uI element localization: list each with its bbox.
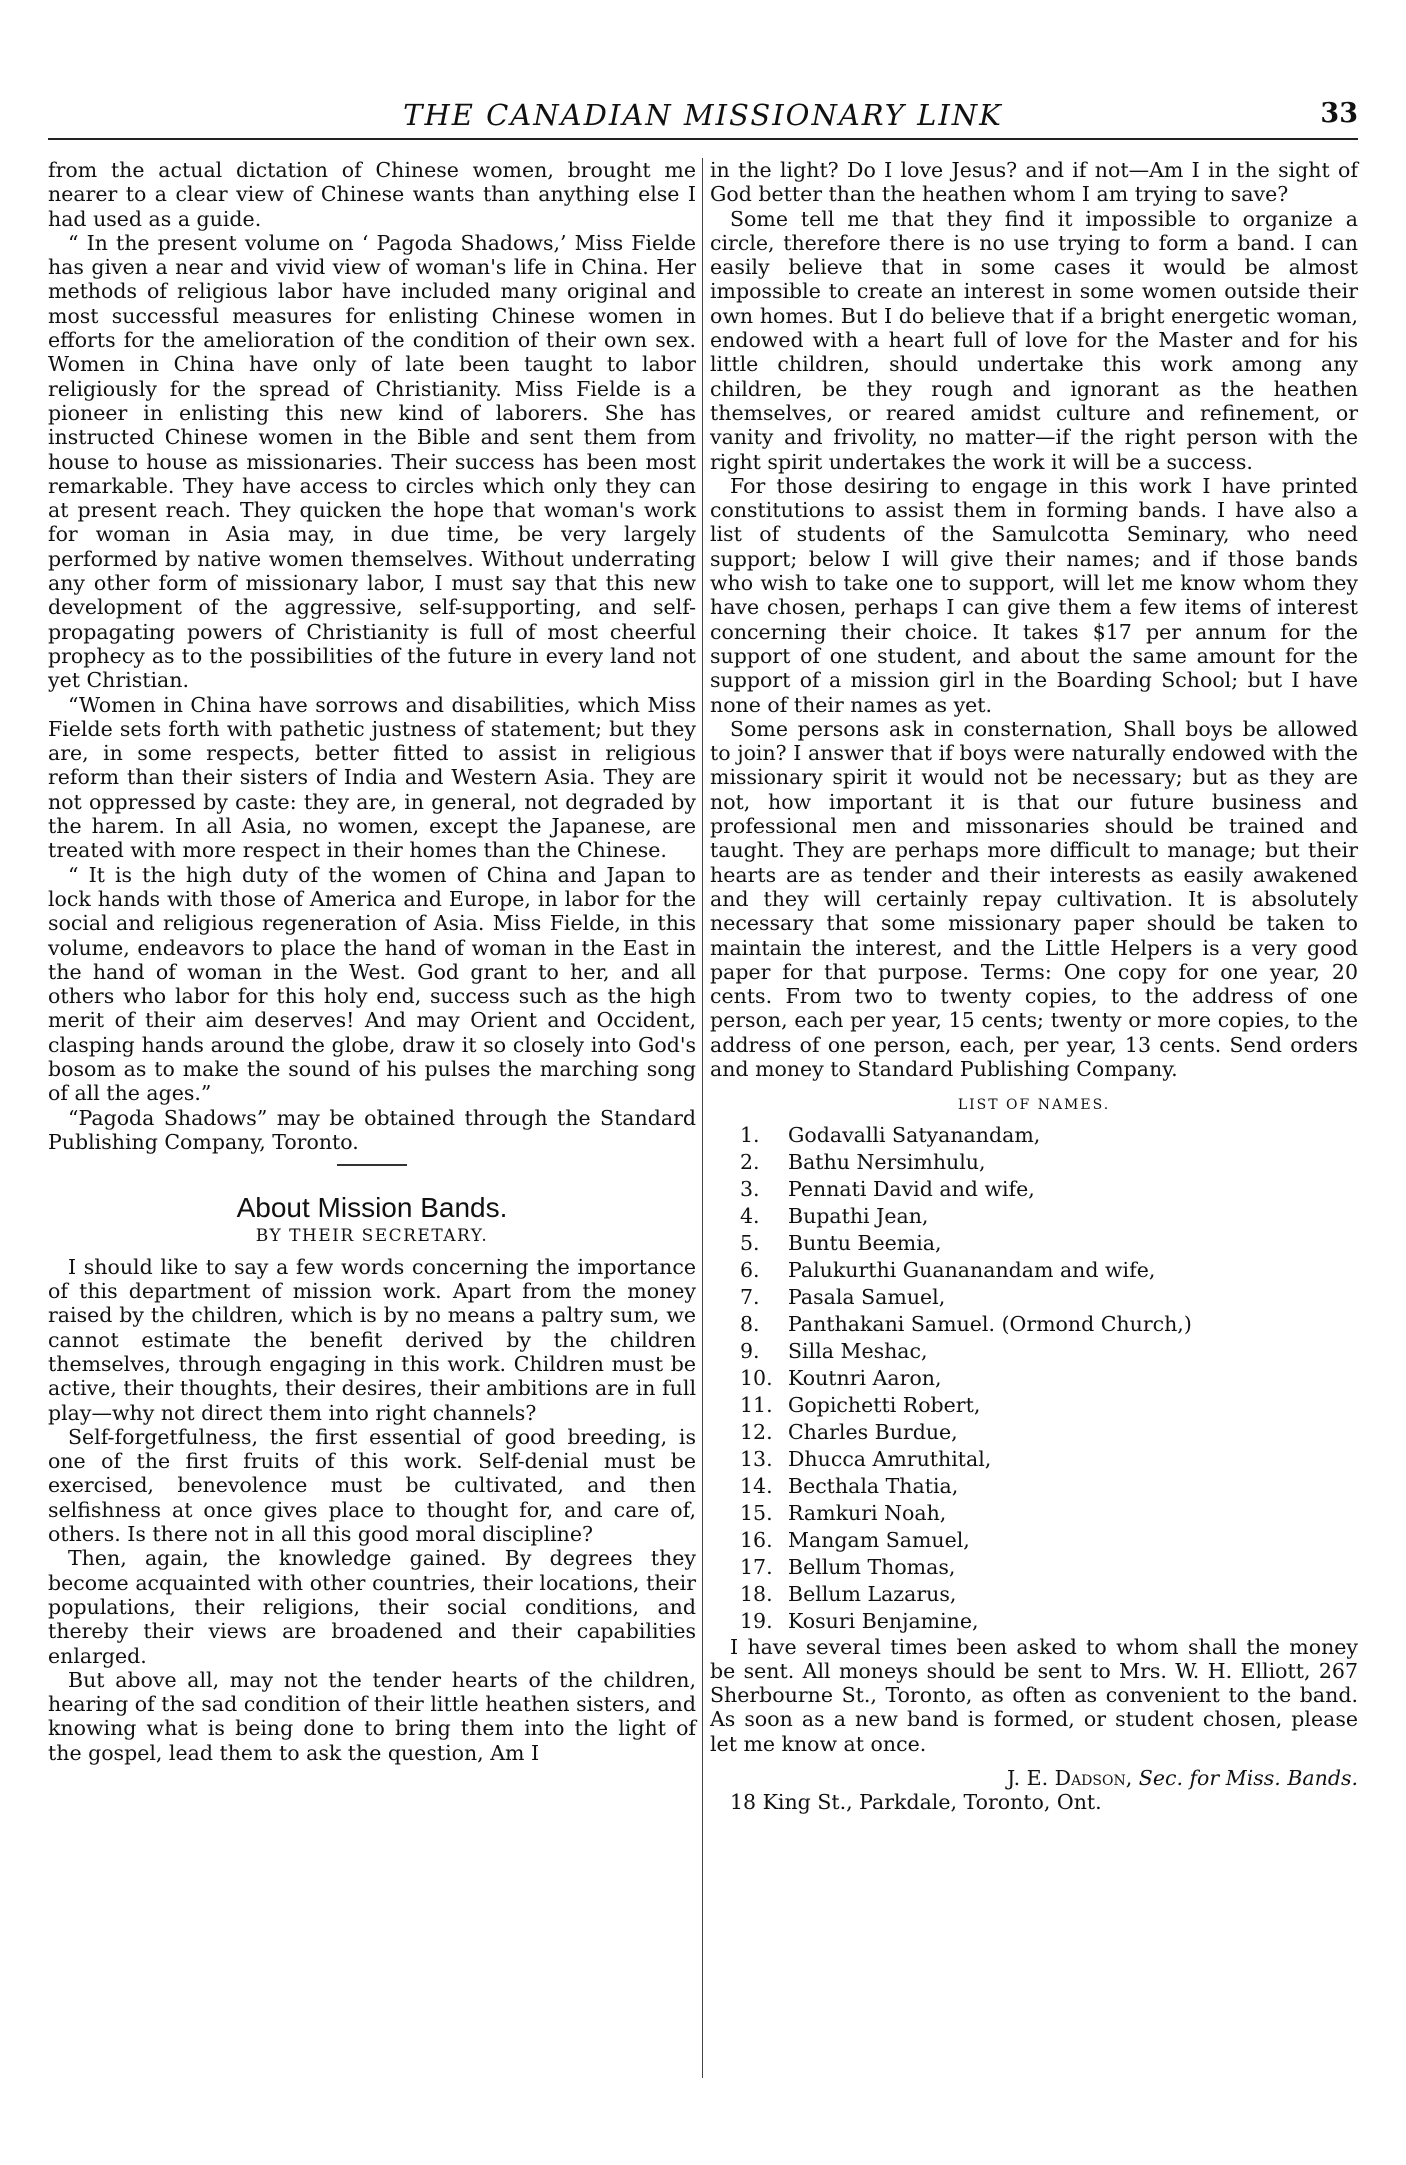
article-paragraph: “Pagoda Shadows” may be obtained through the Standard Publishing Company, Toronto. xyxy=(48,1105,696,1154)
list-item xyxy=(740,1608,1358,1635)
list-item-name: Pennati David and wife, xyxy=(788,1176,1035,1201)
list-item-number: 18. xyxy=(740,1581,773,1606)
list-item-name: Kosuri Benjamine, xyxy=(788,1608,979,1633)
page-number: 33 xyxy=(1320,98,1358,129)
list-item-name: Charles Burdue, xyxy=(788,1419,958,1444)
list-item-name: Bupathi Jean, xyxy=(788,1203,929,1228)
list-item-name: Buntu Beemia, xyxy=(788,1230,942,1255)
list-item-name: Ramkuri Noah, xyxy=(788,1500,947,1525)
list-item-number: 13. xyxy=(740,1446,773,1471)
article-paragraph: Some persons ask in consternation, Shall boys be allowed to join? I answer that if boys were naturally endowed with the missionary spirit it would not be necessary; but as they are not, how important it is that our future business and professional men and missonaries should be trained and taught. They are perhaps more difficult to manage; but their hearts are as tender and their interests as easily awakened and they will certainly repay cultivation. It is absolutely necessary that some missionary paper should be taken to maintain the interest, and the Little Helpers is a very good paper for that purpose. Terms: One copy for one year, 20 cents. From two to twenty copies, to the address of one person, each per year, 15 cents; twenty or more copies, to the address of one person, each, per year, 13 cents. Send orders and money to Standard Publishing Company. xyxy=(710,716,1358,1081)
article-paragraph: “ It is the high duty of the women of China and Japan to lock hands with those of America and Europe, in labor for the social and religious regeneration of Asia. Miss Fielde, in this volume, endeavors to place the hand of woman in the East in the hand of woman in the West. God grant to her, and all others who labor for this holy end, success such as the high merit of their aim deserves! And may Orient and Occident, clasping hands around the globe, draw it so closely into God's bosom as to make the sound of his pulses the marching song of all the ages.” xyxy=(48,862,696,1106)
list-item xyxy=(740,1149,1358,1176)
section-separator xyxy=(337,1164,407,1166)
list-item-name: Bathu Nersimhulu, xyxy=(788,1149,986,1174)
section-byline: BY THEIR SECRETARY. xyxy=(255,1226,489,1247)
list-item-number: 14. xyxy=(740,1473,773,1498)
list-item-number: 2. xyxy=(740,1149,760,1174)
list-item-number: 16. xyxy=(740,1527,773,1552)
right-column xyxy=(710,158,1358,1815)
list-item xyxy=(740,1392,1358,1419)
article-paragraph: But above all, may not the tender hearts of the children, hearing of the sad condition of their little heathen sisters, and knowing what is being done to bring them into the light of the gospel, lead them to ask the question, Am I xyxy=(48,1667,696,1765)
list-item-number: 9. xyxy=(740,1338,760,1363)
section-title: About Mission Bands. xyxy=(236,1192,508,1224)
list-item-number: 8. xyxy=(740,1311,760,1336)
page-header xyxy=(48,98,1358,138)
list-item-name: Godavalli Satyanandam, xyxy=(788,1122,1041,1147)
article-paragraph: Some tell me that they find it impossible to organize a circle, therefore there is no use trying to form a band. I can easily believe that in some cases it would be almost impossible to create an interest in some women outside their own homes. But I do believe that if a bright energetic woman, endowed with a heart full of love for the Master and for his little children, should undertake this work among any children, be they rough and ignorant as the heathen themselves, or reared amidst culture and refinement, or vanity and frivolity, no matter—if the right person with the right spirit undertakes the work it will be a success. xyxy=(710,206,1358,474)
list-item xyxy=(740,1230,1358,1257)
list-item xyxy=(740,1311,1358,1338)
list-item-name: Gopichetti Robert, xyxy=(788,1392,981,1417)
list-item xyxy=(740,1446,1358,1473)
list-heading: LIST OF NAMES. xyxy=(957,1097,1111,1114)
list-item-number: 17. xyxy=(740,1554,773,1579)
signature-address: 18 King St., Parkdale, Toronto, Ont. xyxy=(730,1790,1102,1815)
list-item-number: 15. xyxy=(740,1500,773,1525)
list-item-number: 10. xyxy=(740,1365,773,1390)
list-item xyxy=(740,1365,1358,1392)
article-paragraph: Then, again, the knowledge gained. By degrees they become acquainted with other countries, their locations, their populations, their religions, their social conditions, and thereby their views are broadened and their capabilities enlarged. xyxy=(48,1546,696,1668)
list-item-name: Panthakani Samuel. (Ormond Church,) xyxy=(788,1311,1192,1336)
article-paragraph: from the actual dictation of Chinese women, brought me nearer to a clear view of Chinese wants than anything else I had used as a guide. xyxy=(48,158,696,231)
list-item xyxy=(740,1257,1358,1284)
list-item-number: 19. xyxy=(740,1608,773,1633)
list-item-name: Bellum Lazarus, xyxy=(788,1581,957,1606)
article-paragraph: “ In the present volume on ‘ Pagoda Shadows,’ Miss Fielde has given a near and vivid view of woman's life in China. Her methods of religious labor have included many original and most successful measures for enlisting Chinese women in efforts for the amelioration of the condition of their own sex. Women in China have only of late been taught to labor religiously for the spread of Christianity. Miss Fielde is a pioneer in enlisting this new kind of laborers. She has instructed Chinese women in the Bible and sent them from house to house as missionaries. Their success has been most remarkable. They have access to circles which only they can at present reach. They quicken the hope that woman's work for woman in Asia may, in due time, be very largely performed by native women themselves. Without underrating any other form of missionary labor, I must say that this new development of the aggressive, self-supporting, and self-propagating powers of Christianity is full of most cheerful prophecy as to the possibilities of the future in every land not yet Christian. xyxy=(48,230,696,693)
signature-name: J. E. Dadson, xyxy=(1006,1766,1133,1791)
list-item-name: Bellum Thomas, xyxy=(788,1554,956,1579)
list-item-number: 5. xyxy=(740,1230,760,1255)
article-paragraph: Self-forgetfulness, the first essential of good breeding, is one of the first fruits of this work. Self-denial must be exercised, benevolence must be cultivated, and then selfishness at once gives place to thought for, and care of, others. Is there not in all this good moral discipline? xyxy=(48,1424,696,1547)
list-item xyxy=(740,1500,1358,1527)
list-item-number: 3. xyxy=(740,1176,760,1201)
signature-title: Sec. for Miss. Bands. xyxy=(1138,1766,1358,1791)
article-paragraph: “Women in China have sorrows and disabilities, which Miss Fielde sets forth with pathetic justness of statement; but they are, in some respects, better fitted to assist in religious reform than their sisters of India and Western Asia. They are not oppressed by caste: they are, in general, not degraded by the harem. In all Asia, no women, except the Japanese, are treated with more respect in their homes than the Chinese. xyxy=(48,692,696,863)
list-item xyxy=(740,1527,1358,1554)
list-item-number: 7. xyxy=(740,1284,760,1309)
list-item-name: Palukurthi Guananandam and wife, xyxy=(788,1257,1156,1282)
list-item-name: Mangam Samuel, xyxy=(788,1527,970,1552)
list-item-name: Becthala Thatia, xyxy=(788,1473,959,1498)
left-column xyxy=(48,158,696,1765)
publication-title: THE CANADIAN MISSIONARY LINK xyxy=(403,98,1003,132)
list-item-name: Dhucca Amruthital, xyxy=(788,1446,992,1471)
list-item-number: 6. xyxy=(740,1257,760,1282)
list-item-name: Koutnri Aaron, xyxy=(788,1365,942,1390)
article-paragraph: I have several times been asked to whom shall the money be sent. All moneys should be sent to Mrs. W. H. Elliott, 267 Sherbourne St., Toronto, as often as convenient to the band. As soon as a new band is formed, or student chosen, please let me know at once. xyxy=(710,1634,1358,1756)
list-item-number: 12. xyxy=(740,1419,773,1444)
list-item-name: Silla Meshac, xyxy=(788,1338,928,1363)
list-item xyxy=(740,1122,1358,1149)
column-divider xyxy=(702,158,703,2078)
list-item-number: 11. xyxy=(740,1392,773,1417)
article-paragraph: I should like to say a few words concerning the importance of this department of mission work. Apart from the money raised by the children, which is by no means a paltry sum, we cannot estimate the benefit derived by the children themselves, through engaging in this work. Children must be active, their thoughts, their desires, their ambitions are in full play—why not direct them into right channels? xyxy=(48,1254,696,1425)
list-item xyxy=(740,1554,1358,1581)
list-item xyxy=(740,1176,1358,1203)
list-item xyxy=(740,1203,1358,1230)
list-item-number: 1. xyxy=(740,1122,760,1147)
header-rule xyxy=(48,138,1358,140)
list-item xyxy=(740,1338,1358,1365)
signature xyxy=(710,1766,1358,1790)
list-item xyxy=(740,1581,1358,1608)
list-item-number: 4. xyxy=(740,1203,760,1228)
names-list xyxy=(710,1122,1358,1635)
list-item-name: Pasala Samuel, xyxy=(788,1284,946,1309)
article-paragraph: For those desiring to engage in this work I have printed constitutions to assist them in forming bands. I have also a list of students of the Samulcotta Seminary, who need support; below I will give their names; and if those bands who wish to take one to support, will let me know whom they have chosen, perhaps I can give them a few items of interest concerning their choice. It takes $17 per annum for the support of one student, and about the same amount for the support of a mission girl in the Boarding School; but I have none of their names as yet. xyxy=(710,473,1358,717)
article-paragraph: in the light? Do I love Jesus? and if not—Am I in the sight of God better than the heathen whom I am trying to save? xyxy=(710,158,1358,207)
list-item xyxy=(740,1284,1358,1311)
list-item xyxy=(740,1419,1358,1446)
list-item xyxy=(740,1473,1358,1500)
